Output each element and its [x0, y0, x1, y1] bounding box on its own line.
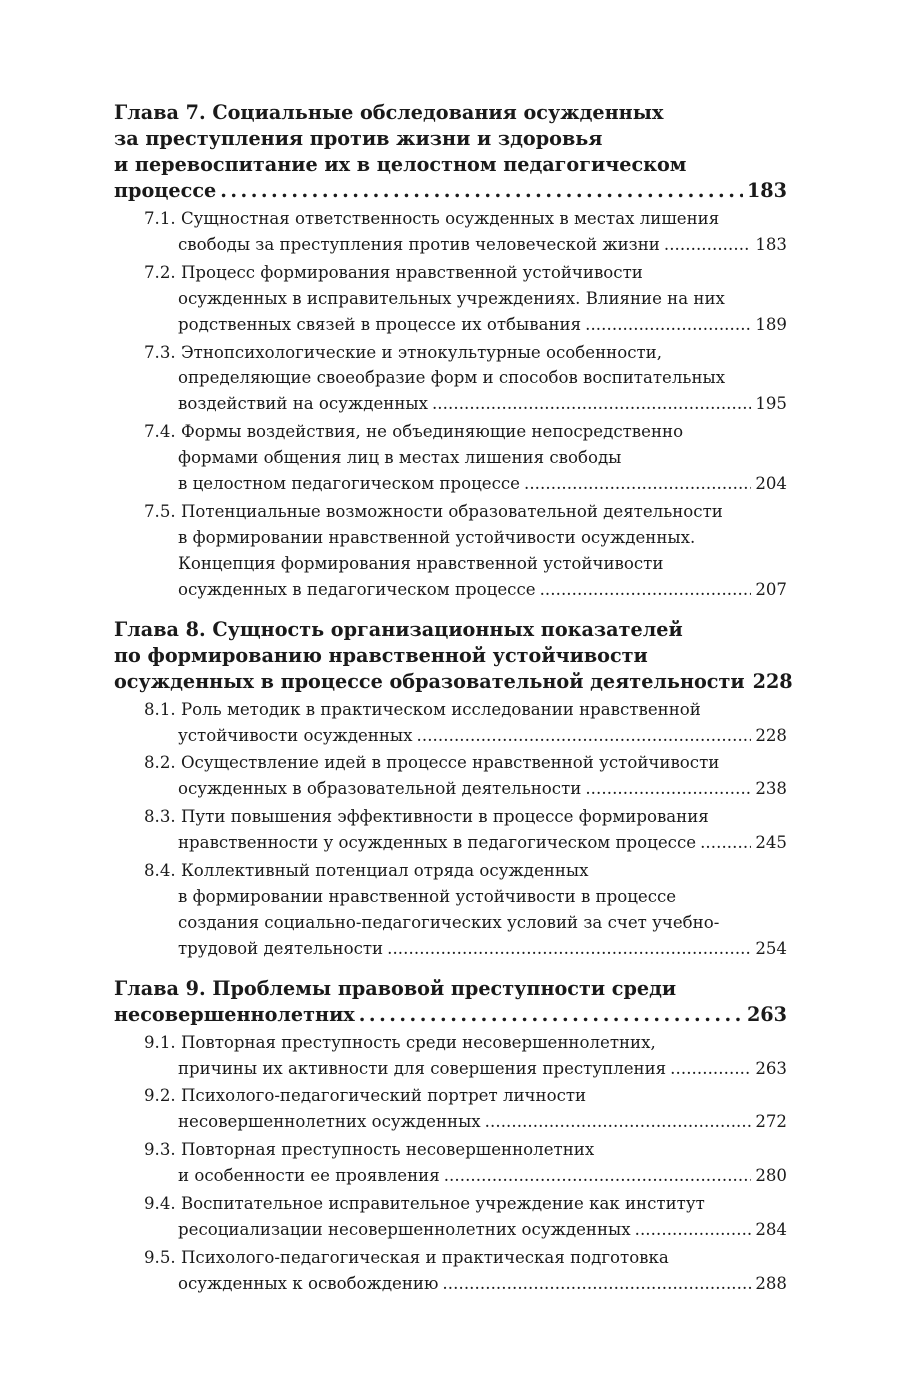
section-last-line	[178, 776, 787, 802]
section-entry	[114, 750, 787, 802]
chapter-title-line: по формированию нравственной устойчивости	[114, 643, 648, 667]
chapter-last-line	[114, 669, 793, 695]
section-last-line	[178, 1271, 787, 1297]
section-leader-dots	[432, 391, 751, 417]
chapter-title-line: Глава 7. Социальные обследования осужденных	[114, 101, 664, 124]
section-text: осужденных в образовательной деятельности	[178, 779, 582, 799]
section-last-line	[178, 312, 787, 338]
section-line: в формировании нравственной устойчивости в процессе	[178, 886, 677, 906]
section-leader-dots	[540, 577, 752, 603]
section-line: 8.3. Пути повышения эффективности в процессе формирования	[144, 807, 709, 827]
section-page-number: 263	[755, 1058, 787, 1078]
chapter-title-line: Глава 9. Проблемы правовой преступности среди	[114, 976, 677, 1000]
section-page-number: 272	[755, 1112, 787, 1132]
section-last-line	[178, 577, 787, 603]
section-text: свободы за преступления против человеческой жизни	[178, 234, 660, 254]
section-line: 7.5. Потенциальные возможности образовательной деятельности	[144, 501, 723, 521]
section-last-line	[178, 471, 787, 497]
section-text: причины их активности для совершения преступления	[178, 1058, 667, 1078]
section-line: 9.3. Повторная преступность несовершеннолетних	[144, 1140, 595, 1160]
section-leader-dots	[635, 1217, 752, 1243]
section-page-number: 228	[755, 725, 787, 745]
section-text: и особенности ее проявления	[178, 1166, 440, 1186]
section-line: 9.4. Воспитательное исправительное учреждение как институт	[144, 1194, 705, 1214]
section-text: в целостном педагогическом процессе	[178, 474, 520, 494]
section-page-number: 280	[755, 1166, 787, 1186]
section-line: Концепция формирования нравственной устойчивости	[178, 553, 664, 573]
section-entry	[114, 1137, 787, 1189]
section-line: 8.2. Осуществление идей в процессе нравственной устойчивости	[144, 753, 720, 773]
section-text: ресоциализации несовершеннолетних осужденных	[178, 1220, 631, 1239]
chapter-last-line	[114, 178, 787, 204]
section-page-number: 195	[755, 394, 787, 414]
section-leader-dots	[444, 1163, 752, 1189]
section-text: трудовой деятельности	[178, 938, 384, 958]
section-text: несовершеннолетних осужденных	[178, 1112, 481, 1132]
section-text: воздействий на осужденных	[178, 394, 428, 414]
section-last-line	[178, 1056, 787, 1082]
section-entry	[114, 1245, 787, 1297]
chapter-title-line: Глава 8. Сущность организационных показателей	[114, 617, 683, 641]
section-line: 9.5. Психолого-педагогическая и практическая подготовка	[144, 1247, 669, 1267]
chapter-title	[114, 100, 787, 204]
section-line: 8.4. Коллективный потенциал отряда осужденных	[144, 861, 589, 881]
section-last-line	[178, 1217, 787, 1243]
chapter-text: осужденных в процессе образовательной деятельности	[114, 669, 745, 693]
chapter-title-line: за преступления против жизни и здоровья	[114, 127, 603, 150]
section-line: осужденных в исправительных учреждениях. Влияние на них	[178, 288, 725, 308]
section-entry	[114, 1191, 787, 1243]
section-last-line	[178, 232, 787, 258]
section-entry	[114, 858, 787, 962]
section-line: 7.2. Процесс формирования нравственной устойчивости	[144, 262, 643, 282]
chapter-leader-dots	[220, 178, 743, 204]
section-entry	[114, 499, 787, 603]
section-leader-dots	[485, 1109, 752, 1135]
section-entry	[114, 419, 787, 497]
section-page-number: 189	[755, 314, 787, 334]
section-leader-dots	[670, 1056, 751, 1082]
section-line: 7.1. Сущностная ответственность осужденных в местах лишения	[144, 209, 720, 228]
section-entry	[114, 804, 787, 856]
section-line: в формировании нравственной устойчивости осужденных.	[178, 527, 696, 547]
chapter-block	[114, 100, 787, 603]
section-leader-dots	[585, 312, 751, 338]
section-page-number: 183	[755, 234, 787, 254]
section-last-line	[178, 936, 787, 962]
section-entry	[114, 1030, 787, 1082]
section-leader-dots	[387, 936, 751, 962]
chapter-page-number: 263	[746, 1002, 787, 1026]
chapter-text: процессе	[114, 179, 217, 202]
section-entry	[114, 697, 787, 749]
section-page-number: 238	[755, 779, 787, 799]
section-text: осужденных в педагогическом процессе	[178, 579, 536, 599]
section-page-number: 207	[755, 579, 787, 599]
chapter-title-line: и перевоспитание их в целостном педагогическом	[114, 153, 687, 176]
table-of-contents	[114, 100, 793, 1297]
section-entry	[114, 340, 787, 418]
chapter-title	[114, 976, 787, 1028]
section-page-number: 245	[755, 833, 787, 853]
section-entry	[114, 1083, 787, 1135]
section-page-number: 254	[755, 938, 787, 958]
section-text: осужденных к освобождению	[178, 1273, 439, 1293]
section-line: создания социально-педагогических условий за счет учебно-	[178, 912, 720, 932]
section-leader-dots	[417, 723, 752, 749]
chapter-leader-dots	[359, 1002, 743, 1028]
section-last-line	[178, 1163, 787, 1189]
section-leader-dots	[585, 776, 751, 802]
section-last-line	[178, 830, 787, 856]
section-leader-dots	[700, 830, 751, 856]
section-line: 9.2. Психолого-педагогический портрет личности	[144, 1086, 587, 1106]
section-last-line	[178, 1109, 787, 1135]
section-entry	[114, 260, 787, 338]
chapter-block	[114, 617, 793, 962]
chapter-title	[114, 617, 793, 695]
section-leader-dots	[524, 471, 751, 497]
section-last-line	[178, 723, 787, 749]
section-text: нравственности у осужденных в педагогическом процессе	[178, 833, 697, 853]
section-page-number: 288	[755, 1273, 787, 1293]
section-entry	[114, 206, 787, 258]
section-last-line	[178, 391, 787, 417]
section-line: 7.3. Этнопсихологические и этнокультурные особенности,	[144, 342, 663, 362]
section-line: 9.1. Повторная преступность среди несовершеннолетних,	[144, 1032, 656, 1052]
section-page-number: 284	[755, 1220, 787, 1239]
section-leader-dots	[442, 1271, 751, 1297]
section-text: устойчивости осужденных	[178, 725, 413, 745]
section-page-number: 204	[755, 474, 787, 494]
chapter-last-line	[114, 1002, 787, 1028]
section-line: 7.4. Формы воздействия, не объединяющие непосредственно	[144, 422, 684, 442]
section-leader-dots	[664, 232, 751, 258]
chapter-block	[114, 976, 787, 1297]
chapter-page-number: 228	[752, 669, 793, 693]
chapter-page-number: 183	[746, 179, 787, 202]
section-text: родственных связей в процессе их отбывания	[178, 314, 582, 334]
section-line: формами общения лиц в местах лишения свободы	[178, 448, 622, 468]
section-line: 8.1. Роль методик в практическом исследовании нравственной	[144, 699, 701, 719]
chapter-text: несовершеннолетних	[114, 1002, 355, 1026]
section-line: определяющие своеобразие форм и способов воспитательных	[178, 368, 726, 388]
